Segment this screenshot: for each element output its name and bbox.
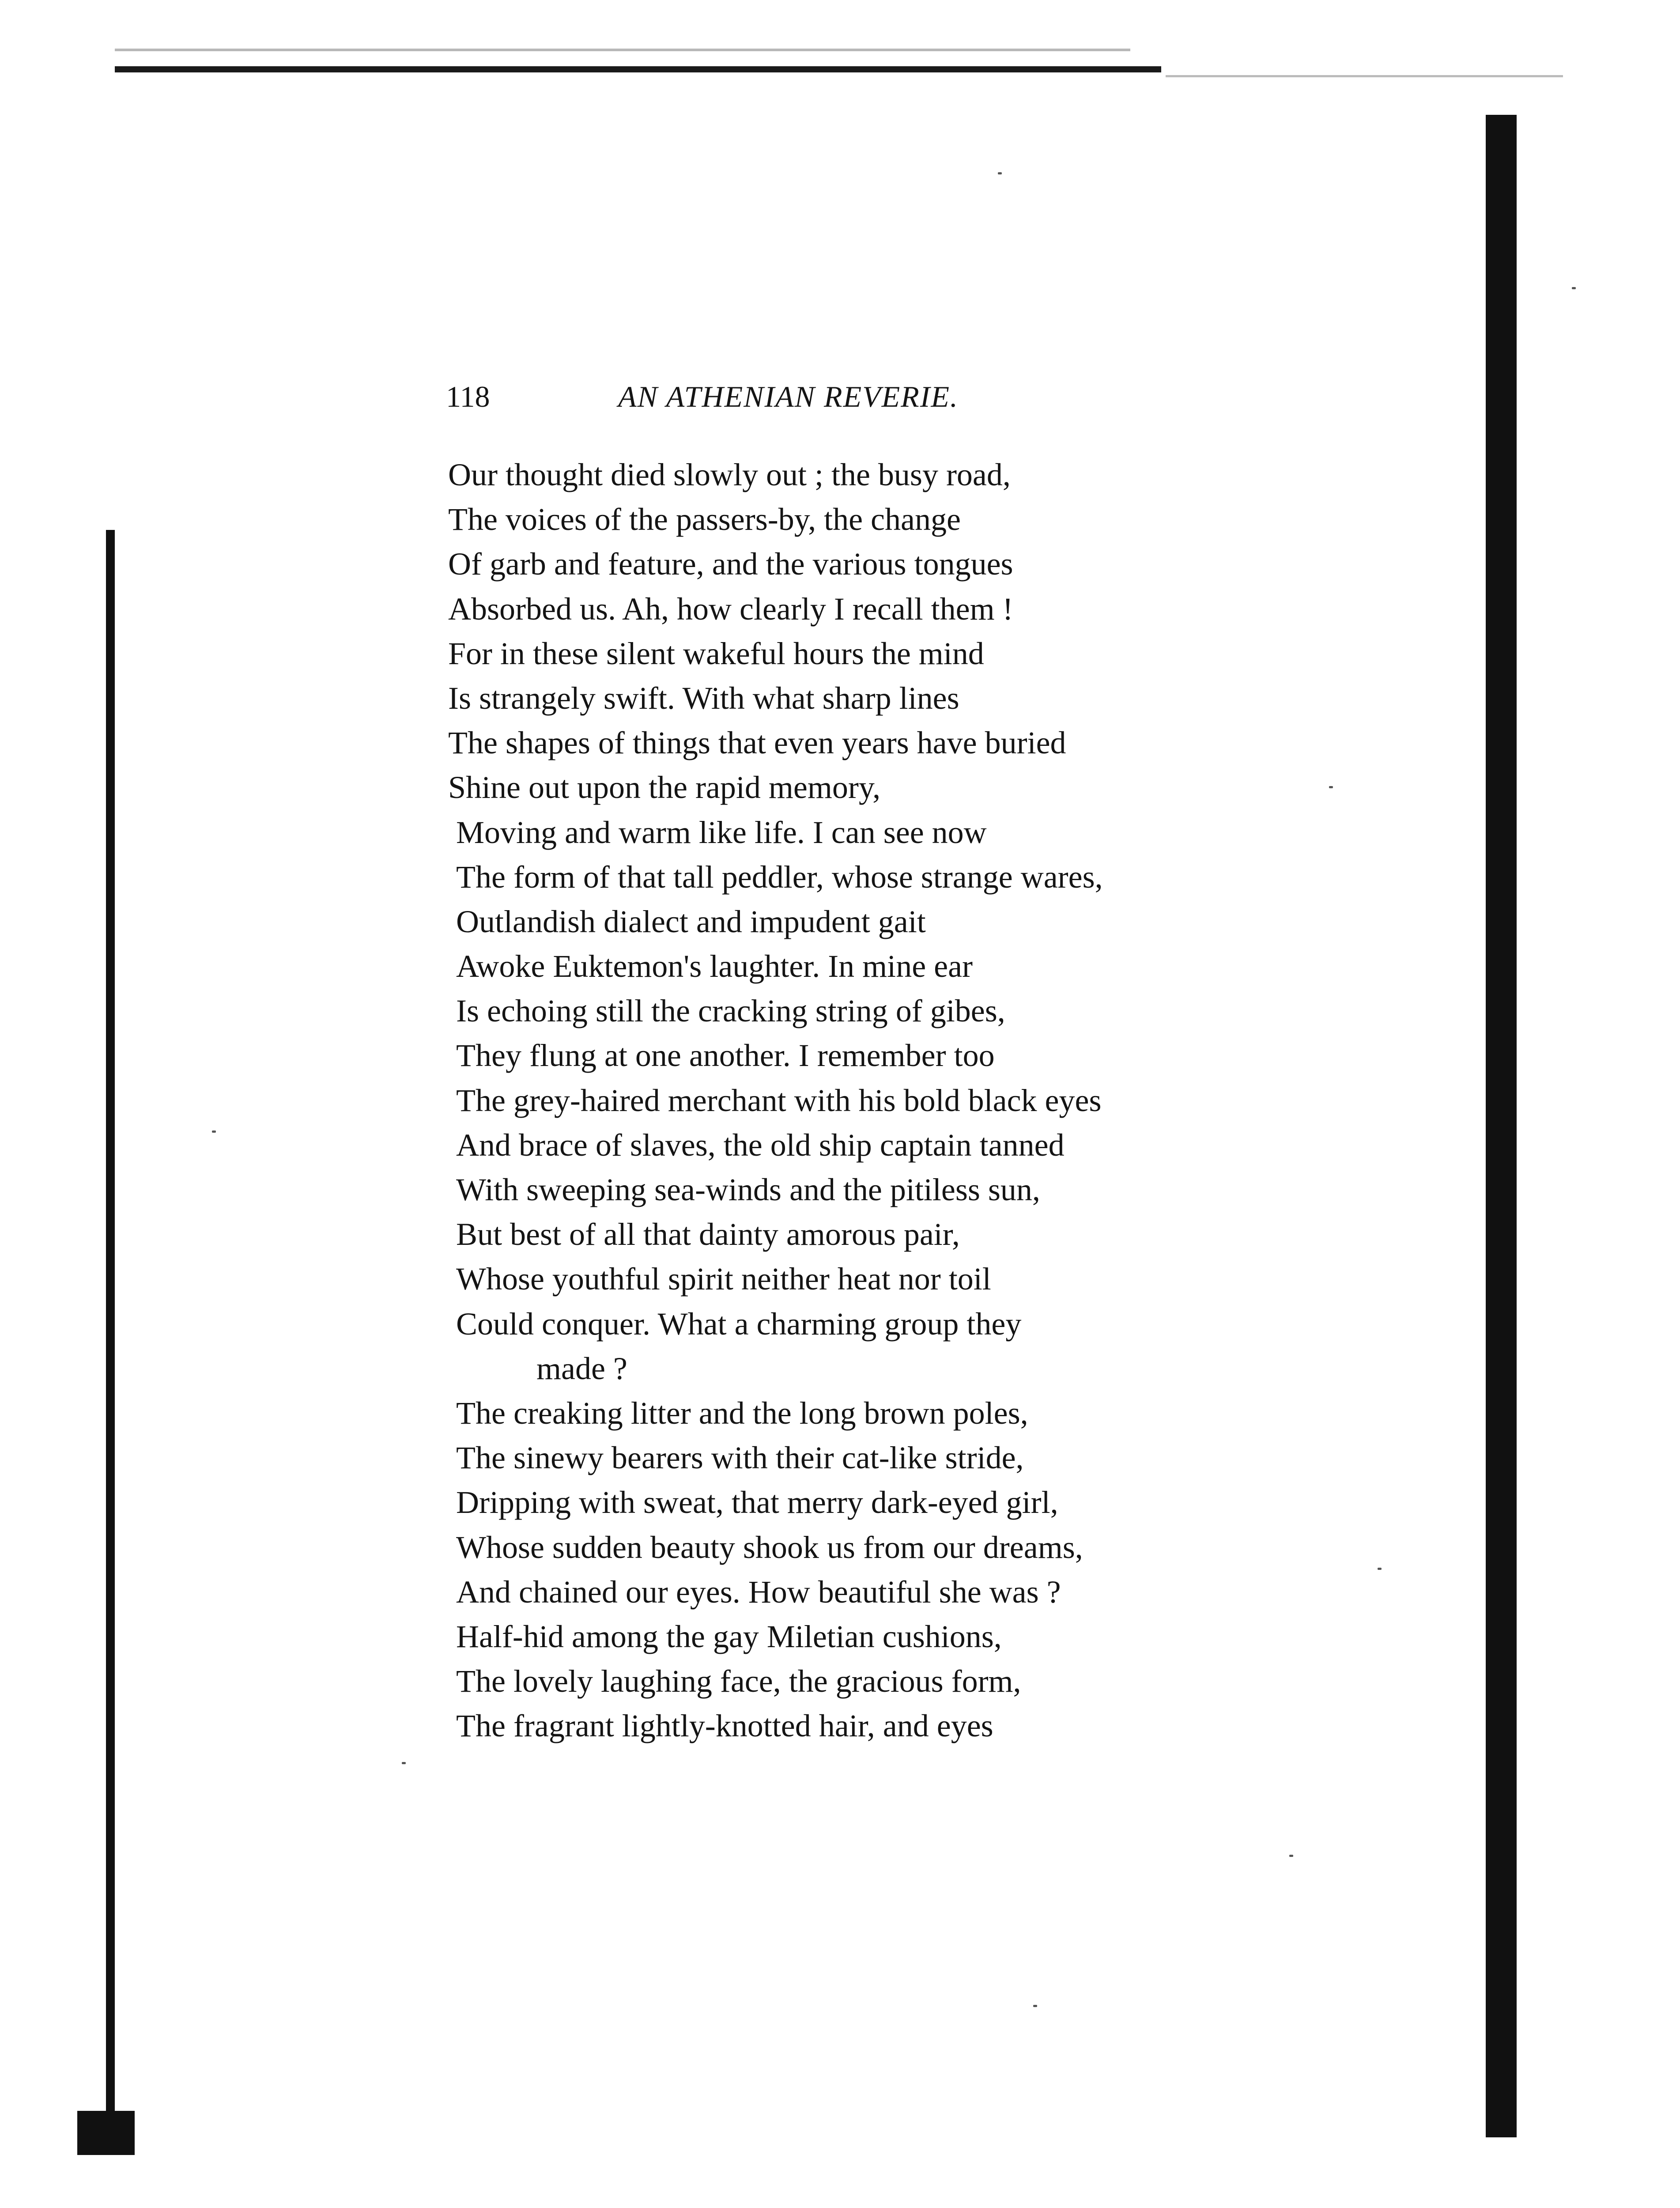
poem-line: Of garb and feature, and the various tongues	[448, 546, 1013, 582]
poem-line: The lovely laughing face, the gracious form,	[456, 1664, 1021, 1699]
poem-line: The creaking litter and the long brown poles,	[456, 1395, 1028, 1431]
poem-line: The voices of the passers-by, the change	[448, 502, 961, 537]
poem-line: Absorbed us. Ah, how clearly I recall them !	[448, 591, 1013, 627]
poem-line: And brace of slaves, the old ship captain tanned	[456, 1127, 1065, 1163]
page-number: 118	[446, 380, 490, 413]
scan-speck	[1289, 1855, 1293, 1857]
scan-speck	[1378, 1568, 1382, 1570]
scan-edge-right	[1486, 115, 1517, 2137]
poem-line: Moving and warm like life. I can see now	[456, 814, 987, 850]
poem-line: For in these silent wakeful hours the mind	[448, 635, 984, 671]
scan-speck	[1033, 2005, 1037, 2007]
scan-speck	[212, 1130, 216, 1133]
poem-line: The form of that tall peddler, whose strange wares,	[456, 859, 1103, 895]
poem-line-continuation: made ?	[536, 1350, 627, 1386]
poem-line: The grey-haired merchant with his bold black eyes	[456, 1082, 1102, 1118]
poem-line: Our thought died slowly out ; the busy road,	[448, 457, 1011, 492]
poem-line: The sinewy bearers with their cat-like stride,	[456, 1440, 1024, 1476]
poem-line: Awoke Euktemon's laughter. In mine ear	[456, 949, 973, 984]
poem-line: The fragrant lightly-knotted hair, and eyes	[456, 1708, 993, 1744]
scan-edge-top-right	[1166, 75, 1563, 77]
scan-speck	[1572, 287, 1576, 289]
poem-line: Half-hid among the gay Miletian cushions,	[456, 1618, 1002, 1654]
scan-edge-top	[115, 66, 1161, 72]
poem-line: Whose sudden beauty shook us from our dreams,	[456, 1529, 1083, 1565]
page-header	[446, 379, 1135, 414]
poem-line: Dripping with sweat, that merry dark-eyed girl,	[456, 1485, 1058, 1520]
scan-edge-left-block	[77, 2111, 135, 2155]
poem-line: The shapes of things that even years have buried	[448, 725, 1066, 761]
scan-speck	[402, 1762, 406, 1764]
poem-line: Is echoing still the cracking string of gibes,	[456, 993, 1005, 1029]
scan-speck	[1329, 786, 1333, 788]
running-title: AN ATHENIAN REVERIE.	[618, 380, 959, 413]
poem-line: But best of all that dainty amorous pair,	[456, 1217, 960, 1252]
poem-line: With sweeping sea-winds and the pitiless sun,	[456, 1172, 1040, 1207]
poem-line: Whose youthful spirit neither heat nor toil	[456, 1261, 991, 1297]
poem-line: Shine out upon the rapid memory,	[448, 770, 881, 805]
scan-edge-top-faint	[115, 49, 1130, 51]
poem-line: And chained our eyes. How beautiful she was ?	[456, 1574, 1061, 1610]
scan-speck	[998, 172, 1002, 174]
poem-text	[448, 453, 1287, 1748]
poem-line: Outlandish dialect and impudent gait	[456, 904, 926, 939]
poem-line: Is strangely swift. With what sharp lines	[448, 680, 959, 716]
poem-line: They flung at one another. I remember too	[456, 1038, 995, 1074]
poem-line: Could conquer. What a charming group they	[456, 1306, 1022, 1342]
scan-edge-left	[106, 530, 115, 2137]
